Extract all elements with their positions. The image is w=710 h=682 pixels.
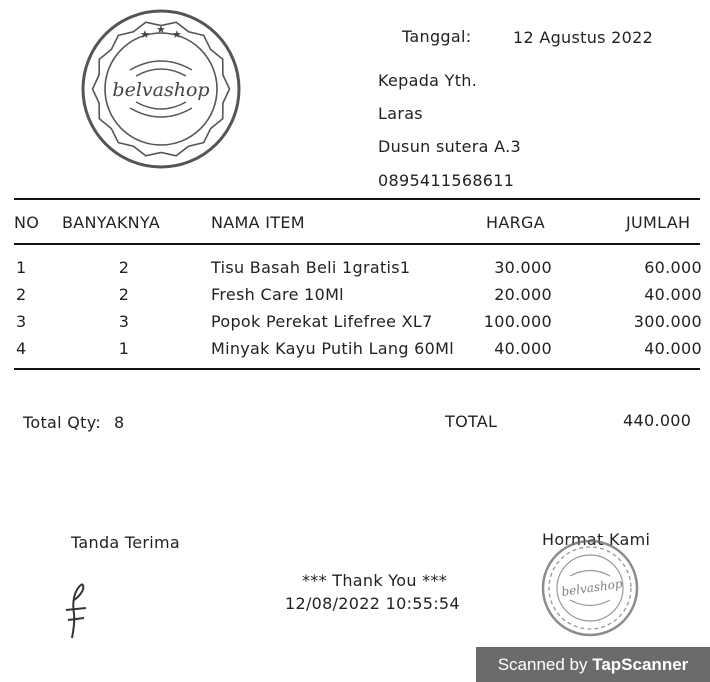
row-price: 40.000 (494, 339, 552, 358)
receiver-label: Tanda Terima (71, 533, 181, 552)
shop-stamp (540, 538, 640, 638)
table-header-rule (14, 243, 700, 245)
row-total: 60.000 (644, 258, 702, 277)
thank-you-text: *** Thank You *** (302, 571, 448, 590)
row-total: 300.000 (633, 312, 702, 331)
row-no: 1 (16, 258, 27, 277)
table-row (14, 339, 704, 366)
row-qty: 3 (118, 312, 130, 331)
svg-text:★: ★ (140, 28, 150, 41)
table-row (14, 312, 704, 339)
col-header-qty: BANYAKNYA (62, 213, 161, 232)
handwritten-signature (60, 580, 96, 640)
row-no: 2 (16, 285, 27, 304)
date-label: Tanggal: (402, 27, 472, 46)
col-header-no: NO (14, 213, 40, 232)
scanner-watermark (476, 647, 710, 682)
print-timestamp: 12/08/2022 10:55:54 (285, 594, 460, 613)
customer-name: Laras (378, 104, 423, 123)
row-item-name: Popok Perekat Lifefree XL7 (211, 312, 433, 331)
date-value: 12 Agustus 2022 (513, 28, 654, 47)
row-item-name: Tisu Basah Beli 1gratis1 (211, 258, 411, 277)
watermark-brand: TapScanner (592, 655, 689, 674)
row-no: 4 (16, 339, 27, 358)
customer-phone: 0895411568611 (378, 171, 515, 190)
svg-text:★: ★ (172, 28, 182, 41)
row-price: 20.000 (494, 285, 552, 304)
watermark-prefix: Scanned by (497, 655, 593, 674)
col-header-name: NAMA ITEM (211, 213, 305, 232)
row-price: 30.000 (494, 258, 552, 277)
sender-label: Hormat Kami (542, 530, 651, 549)
customer-address: Dusun sutera A.3 (378, 137, 521, 156)
total-qty-value: 8 (114, 413, 125, 432)
svg-text:★: ★ (156, 23, 166, 36)
total-qty-label: Total Qty: (23, 413, 102, 432)
row-item-name: Minyak Kayu Putih Lang 60Ml (211, 339, 454, 358)
grand-total-label: TOTAL (445, 412, 498, 431)
row-total: 40.000 (644, 339, 702, 358)
row-total: 40.000 (644, 285, 702, 304)
row-item-name: Fresh Care 10Ml (211, 285, 344, 304)
table-bottom-rule (14, 368, 700, 370)
logo-text: belvashop (112, 79, 210, 101)
table-row (14, 285, 704, 312)
col-header-total: JUMLAH (626, 213, 691, 232)
shop-logo-stamp (80, 8, 242, 170)
stamp-logo-text: belvashop (560, 576, 624, 599)
row-no: 3 (16, 312, 27, 331)
table-top-rule (14, 198, 700, 200)
row-qty: 1 (118, 339, 130, 358)
table-row (14, 258, 704, 285)
row-qty: 2 (118, 285, 130, 304)
recipient-label: Kepada Yth. (378, 71, 478, 90)
row-price: 100.000 (483, 312, 552, 331)
col-header-price: HARGA (486, 213, 545, 232)
grand-total-value: 440.000 (623, 411, 692, 430)
row-qty: 2 (118, 258, 130, 277)
